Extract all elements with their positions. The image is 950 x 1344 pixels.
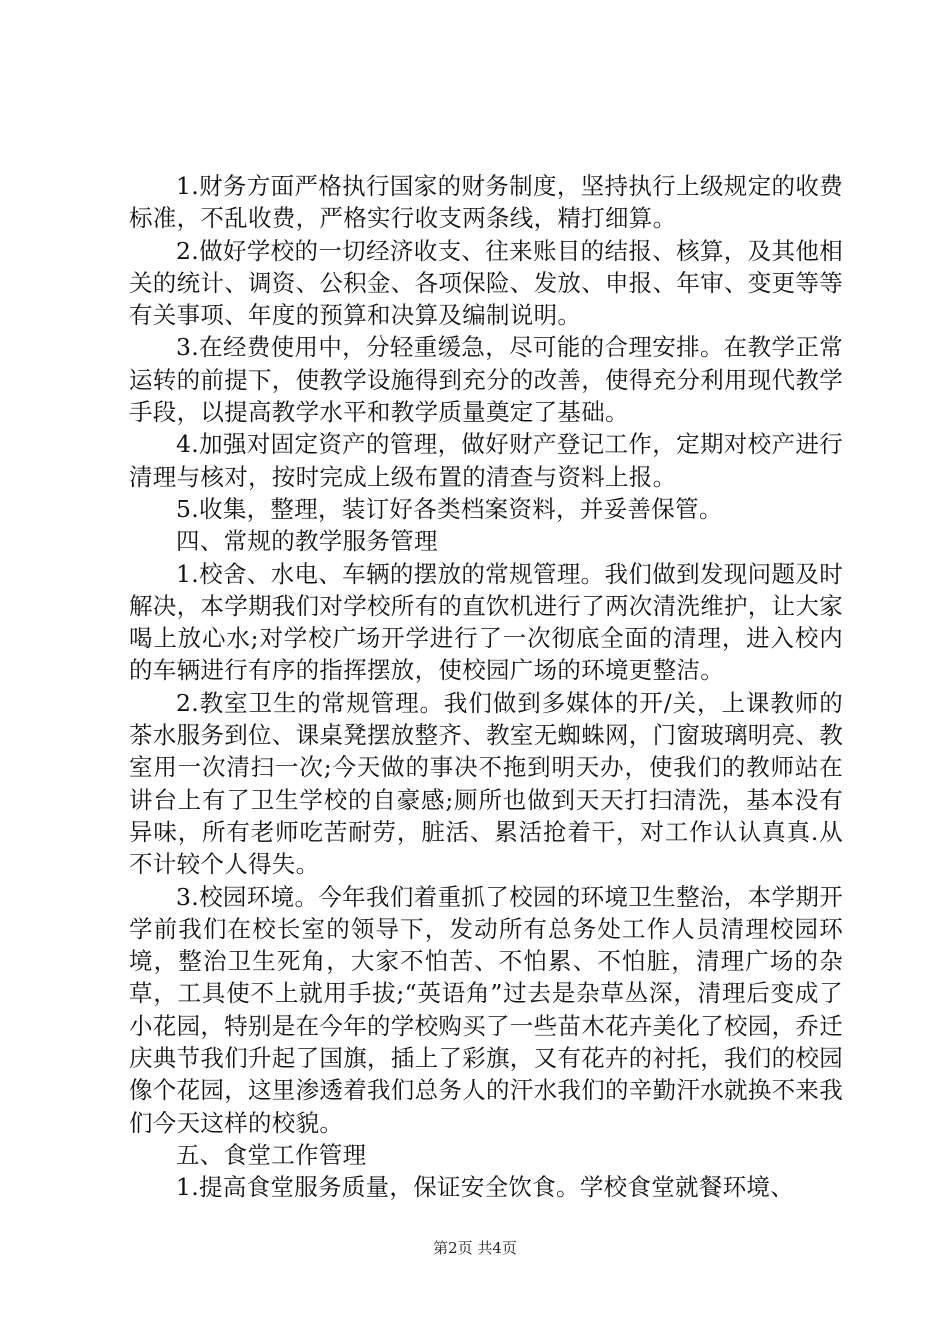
paragraph-canteen-1: 1.提高食堂服务质量，保证安全饮食。学校食堂就餐环境、 — [176, 1173, 795, 1202]
document-body — [129, 170, 843, 1204]
paragraph-finance-5: 5.收集，整理，装订好各类档案资料，并妥善保管。 — [176, 494, 723, 523]
page-footer — [0, 1238, 950, 1258]
paragraph-service-2: 2.教室卫生的常规管理。我们做到多媒体的开/关，上课教师的茶水服务到位、课桌凳摆放整齐、教室无蜘蛛网，门窗玻璃明亮、教室用一次清扫一次;今天做的事决不拖到明天办，使我们的教师站在讲台上有了卫生学校的自豪感;厕所也做到天天打扫清洗，基本没有异味，所有老师吃苦耐劳，脏活、累活抢着干，对工作认认真真.从不计较个人得失。 — [129, 688, 843, 879]
paragraph-finance-3: 3.在经费使用中，分轻重缓急，尽可能的合理安排。在教学正常运转的前提下，使教学设施得到充分的改善，使得充分利用现代教学手段，以提高教学水平和教学质量奠定了基础。 — [129, 333, 843, 427]
paragraph-finance-4: 4.加强对固定资产的管理，做好财产登记工作，定期对校产进行清理与核对，按时完成上级布置的清查与资料上报。 — [129, 430, 843, 491]
page-number-label: 第2页 共4页 — [433, 1239, 517, 1257]
paragraph-service-3: 3.校园环境。今年我们着重抓了校园的环境卫生整治，本学期开学前我们在校长室的领导下，发动所有总务处工作人员清理校园环境，整治卫生死角，大家不怕苦、不怕累、不怕脏，清理广场的杂草，工具使不上就用手拔;“英语角”过去是杂草丛深，清理后变成了小花园，特别是在今年的学校购买了一些苗木花卉美化了校园，乔迁庆典节我们升起了国旗，插上了彩旗，又有花卉的衬托，我们的校园像个花园，这里渗透着我们总务人的汗水我们的辛勤汗水就换不来我们今天这样的校貌。 — [129, 882, 843, 1137]
paragraph-finance-1: 1.财务方面严格执行国家的财务制度，坚持执行上级规定的收费标准，不乱收费，严格实行收支两条线，精打细算。 — [129, 172, 843, 233]
paragraph-finance-2: 2.做好学校的一切经济收支、往来账目的结报、核算，及其他相关的统计、调资、公积金、各项保险、发放、申报、年审、变更等等有关事项、年度的预算和决算及编制说明。 — [129, 236, 843, 330]
paragraph-service-1: 1.校舍、水电、车辆的摆放的常规管理。我们做到发现问题及时解决，本学期我们对学校所有的直饮机进行了两次清洗维护，让大家喝上放心水;对学校广场开学进行了一次彻底全面的清理，进入校内的车辆进行有序的指挥摆放，使校园广场的环境更整洁。 — [129, 559, 843, 685]
section-heading-canteen: 五、食堂工作管理 — [176, 1140, 367, 1169]
section-heading-teaching-service: 四、常规的教学服务管理 — [176, 527, 438, 556]
